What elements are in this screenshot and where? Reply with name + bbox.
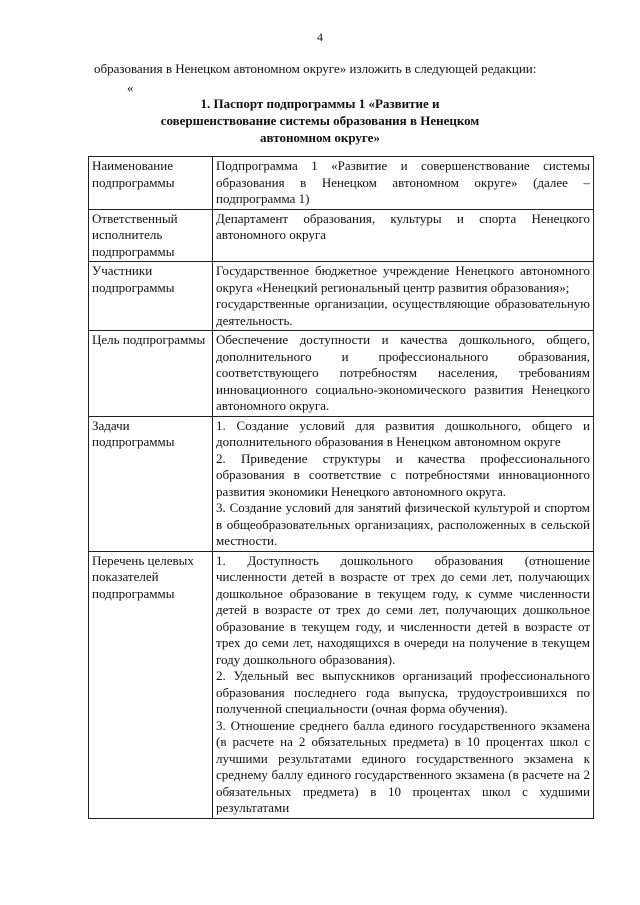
row-content xyxy=(213,157,594,210)
row-label: Наименование подпрограммы xyxy=(89,157,213,210)
table-row xyxy=(89,551,594,818)
row-paragraph: Обеспечение доступности и качества дошкольного, общего, дополнительного и профессионального образования, соответствующего потребностям населения, требованиям инновационного социально-экономического развития Ненецкого автономного округа. xyxy=(216,332,590,413)
table-row xyxy=(89,416,594,551)
table-row xyxy=(89,331,594,417)
row-content xyxy=(213,331,594,417)
row-paragraph: 1. Доступность дошкольного образования (отношение численности детей в возрасте от трех до семи лет, получающих дошкольное образование в текущем году, к сумме численности детей в возрасте от трех до семи лет, получающих дошкольное образование в текущем году, и численности детей в возрасте от трех до семи лет, находящихся в очереди на получение в текущем году дошкольного образования). xyxy=(216,552,590,667)
row-paragraph: 2. Удельный вес выпускников организаций профессионального образования последнего года выпуска, трудоустроившихся по полученной специальности (очная форма обучения). xyxy=(216,668,590,716)
intro-text: образования в Ненецком автономном округе» изложить в следующей редакции: xyxy=(94,61,537,76)
row-paragraph: 3. Создание условий для занятий физической культурой и спортом в общеобразовательных организациях, расположенных в сельской местности. xyxy=(216,500,590,548)
row-content xyxy=(213,209,594,262)
table-row xyxy=(89,157,594,210)
open-quote: « xyxy=(127,80,134,95)
row-paragraph: государственные организации, осуществляющие образовательную деятельность. xyxy=(216,296,590,328)
row-paragraph: 1. Создание условий для развития дошкольного, общего и дополнительного образования в Ненецком автономном округе xyxy=(216,417,590,449)
row-paragraph: Департамент образования, культуры и спорта Ненецкого автономного округа xyxy=(216,210,590,242)
row-paragraph: Государственное бюджетное учреждение Ненецкого автономного округа «Ненецкий региональный центр развития образования»; xyxy=(216,263,590,295)
row-content xyxy=(213,262,594,331)
passport-table xyxy=(88,156,594,819)
table-row xyxy=(89,209,594,262)
row-content xyxy=(213,551,594,818)
row-label: Ответственный исполнитель подпрограммы xyxy=(89,209,213,262)
row-paragraph: Подпрограмма 1 «Развитие и совершенствование системы образования в Ненецком автономном округе» (далее – подпрограмма 1) xyxy=(216,158,590,206)
row-label: Участники подпрограммы xyxy=(89,262,213,331)
row-label: Перечень целевых показателей подпрограммы xyxy=(89,551,213,818)
row-paragraph: 2. Приведение структуры и качества профессионального образования в соответствие с потребностями инновационного развития экономики Ненецкого автономного округа. xyxy=(216,450,590,499)
row-content xyxy=(213,416,594,551)
row-paragraph: 3. Отношение среднего балла единого государственного экзамена (в расчете на 2 обязательных предмета) в 10 процентах школ с лучшими результатами единого государственного экзамена к среднему баллу единого государственного экзамена (в расчете на 2 обязательных предмета) в 10 процентах школ с худшими результатами xyxy=(216,717,590,815)
row-label: Цель подпрограммы xyxy=(89,331,213,417)
section-title: 1. Паспорт подпрограммы 1 «Развитие и совершенствование системы образования в Ненецком автономном округе» xyxy=(160,96,480,145)
row-label: Задачи подпрограммы xyxy=(89,416,213,551)
table-row xyxy=(89,262,594,331)
page-number: 4 xyxy=(317,30,323,44)
